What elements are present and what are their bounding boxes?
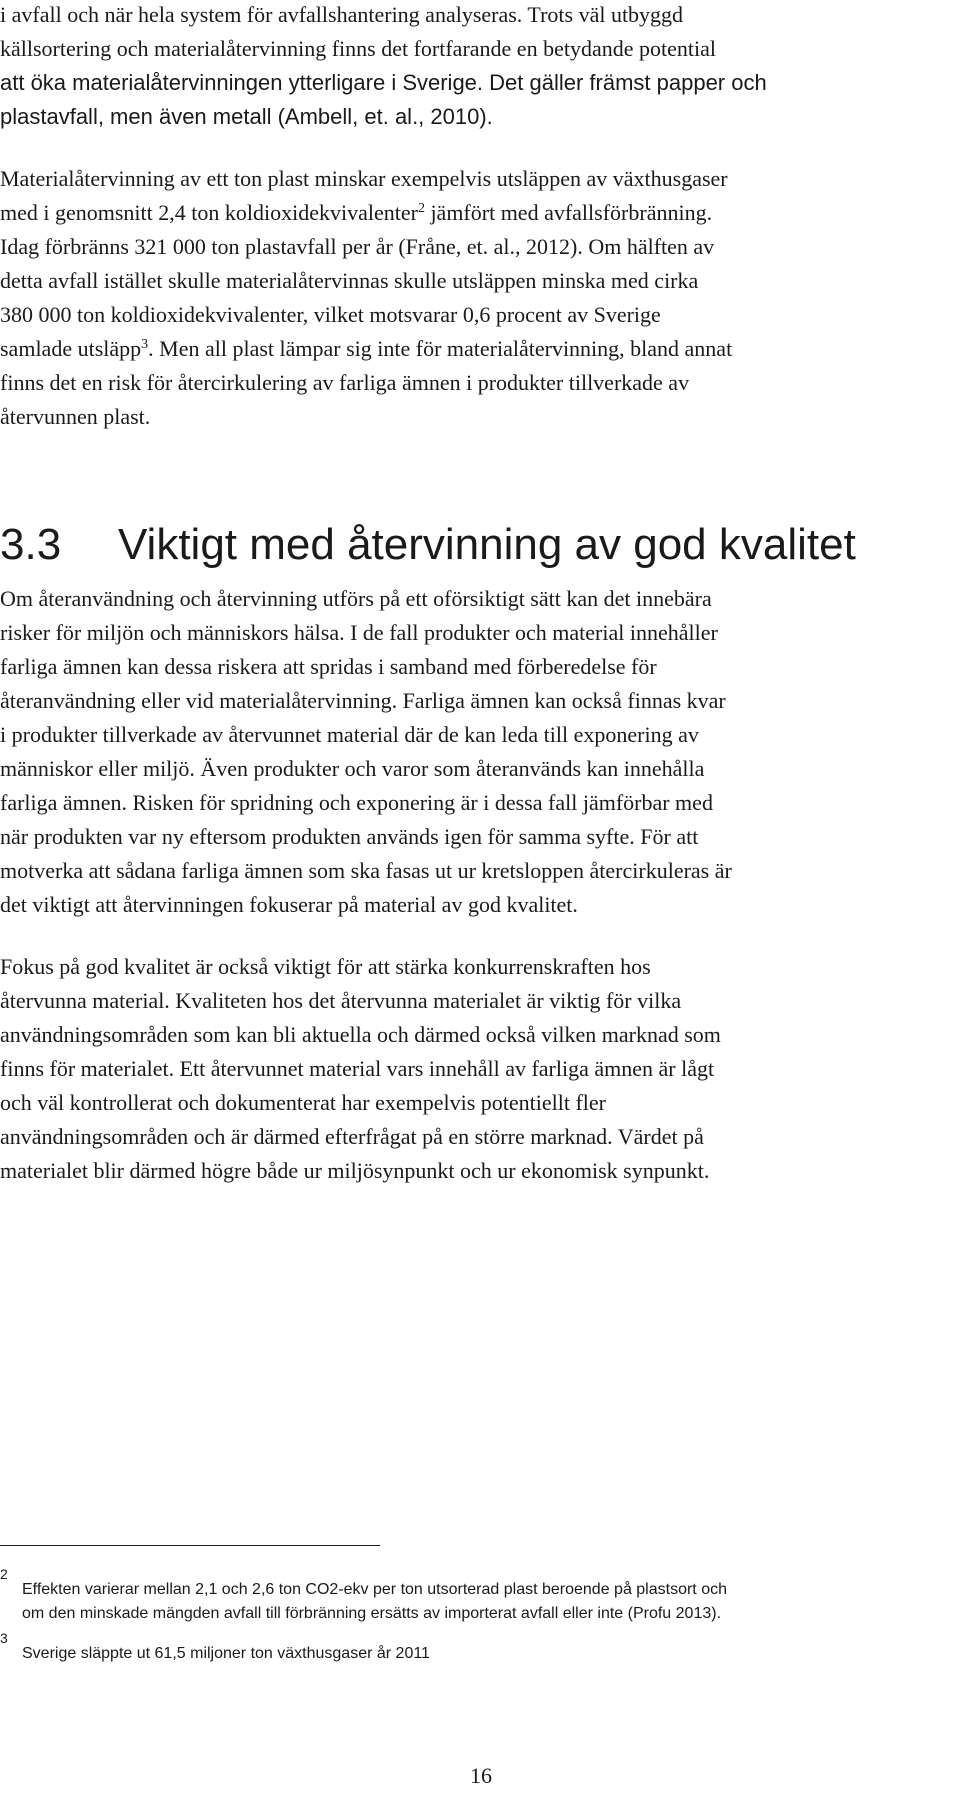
paragraph-line: Idag förbränns 321 000 ton plastavfall per år (Fråne, et. al., 2012). Om hälften av [0, 234, 715, 259]
paragraph-line: människor eller miljö. Även produkter och varor som återanvänds kan innehålla [0, 756, 705, 781]
footnote-mark: 2 [0, 1566, 8, 1582]
paragraph-line: i avfall och när hela system för avfallshantering analyseras. Trots väl utbyggd [0, 2, 684, 27]
paragraph-line: risker för miljön och människors hälsa. I de fall produkter och material innehåller [0, 620, 718, 645]
paragraph-line [0, 336, 732, 362]
section-number: 3.3 [0, 520, 62, 569]
paragraph-line [0, 200, 712, 226]
footnote-line: om den minskade mängden avfall till förbränning ersätts av importerat avfall eller inte (Profu 2013). [22, 1605, 722, 1622]
paragraph-line: och väl kontrollerat och dokumenterat har exempelvis potentiellt fler [0, 1090, 607, 1115]
paragraph-line: användningsområden och är därmed efterfrågat på en större marknad. Värdet på [0, 1124, 704, 1149]
paragraph-line: farliga ämnen kan dessa riskera att spridas i samband med förberedelse för [0, 654, 657, 679]
paragraph-line: när produkten var ny eftersom produkten används igen för samma syfte. För att [0, 824, 699, 849]
paragraph-line: materialet blir därmed högre både ur miljösynpunkt och ur ekonomisk synpunkt. [0, 1158, 710, 1183]
paragraph-line: återvunnen plast. [0, 404, 151, 429]
paragraph-line: Om återanvändning och återvinning utförs på ett oförsiktigt sätt kan det innebära [0, 586, 712, 611]
footnote-ref: 3 [141, 337, 149, 352]
paragraph-line: detta avfall istället skulle materialåtervinnas skulle utsläppen minska med cirka [0, 268, 699, 293]
footnote-line: Sverige släppte ut 61,5 miljoner ton växthusgaser år 2011 [22, 1645, 430, 1662]
paragraph-line: Materialåtervinning av ett ton plast minskar exempelvis utsläppen av växthusgaser [0, 166, 728, 191]
text-span: med i genomsnitt 2,4 ton koldioxidekvivalenter [0, 200, 418, 225]
paragraph-line: återanvändning eller vid materialåtervinning. Farliga ämnen kan också finnas kvar [0, 688, 726, 713]
paragraph-line: att öka materialåtervinningen ytterligare i Sverige. Det gäller främst papper och [0, 70, 767, 95]
footnote-separator [0, 1545, 380, 1546]
paragraph-line: Fokus på god kvalitet är också viktigt för att stärka konkurrenskraften hos [0, 954, 651, 979]
paragraph-line: 380 000 ton koldioxidekvivalenter, vilket motsvarar 0,6 procent av Sverige [0, 302, 661, 327]
paragraph-line: det viktigt att återvinningen fokuserar på material av god kvalitet. [0, 892, 578, 917]
footnote-mark: 3 [0, 1630, 8, 1646]
text-span: jämfört med avfallsförbränning. [424, 200, 713, 225]
paragraph-line: finns det en risk för återcirkulering av farliga ämnen i produkter tillverkade av [0, 370, 690, 395]
section-heading [0, 520, 856, 570]
text-span: . Men all plast lämpar sig inte för materialåtervinning, bland annat [148, 336, 733, 361]
paragraph-line: användningsområden som kan bli aktuella och därmed också vilken marknad som [0, 1022, 721, 1047]
paragraph-line: finns för materialet. Ett återvunnet material vars innehåll av farliga ämnen är lågt [0, 1056, 715, 1081]
paragraph-line: i produkter tillverkade av återvunnet material där de kan leda till exponering av [0, 722, 699, 747]
footnote-ref: 2 [417, 201, 425, 216]
paragraph-line: återvunna material. Kvaliteten hos det återvunna materialet är viktig för vilka [0, 988, 682, 1013]
page-number: 16 [470, 1763, 492, 1788]
section-title: Viktigt med återvinning av god kvalitet [118, 520, 856, 569]
paragraph-line: plastavfall, men även metall (Ambell, et. al., 2010). [0, 104, 493, 129]
paragraph-line: källsortering och materialåtervinning finns det fortfarande en betydande potential [0, 36, 716, 61]
paragraph-line: motverka att sådana farliga ämnen som ska fasas ut ur kretsloppen återcirkuleras är [0, 858, 732, 883]
footnote-line: Effekten varierar mellan 2,1 och 2,6 ton CO2-ekv per ton utsorterad plast beroende på plastsort och [22, 1581, 727, 1598]
text-span: samlade utsläpp [0, 336, 142, 361]
paragraph-line: farliga ämnen. Risken för spridning och exponering är i dessa fall jämförbar med [0, 790, 713, 815]
